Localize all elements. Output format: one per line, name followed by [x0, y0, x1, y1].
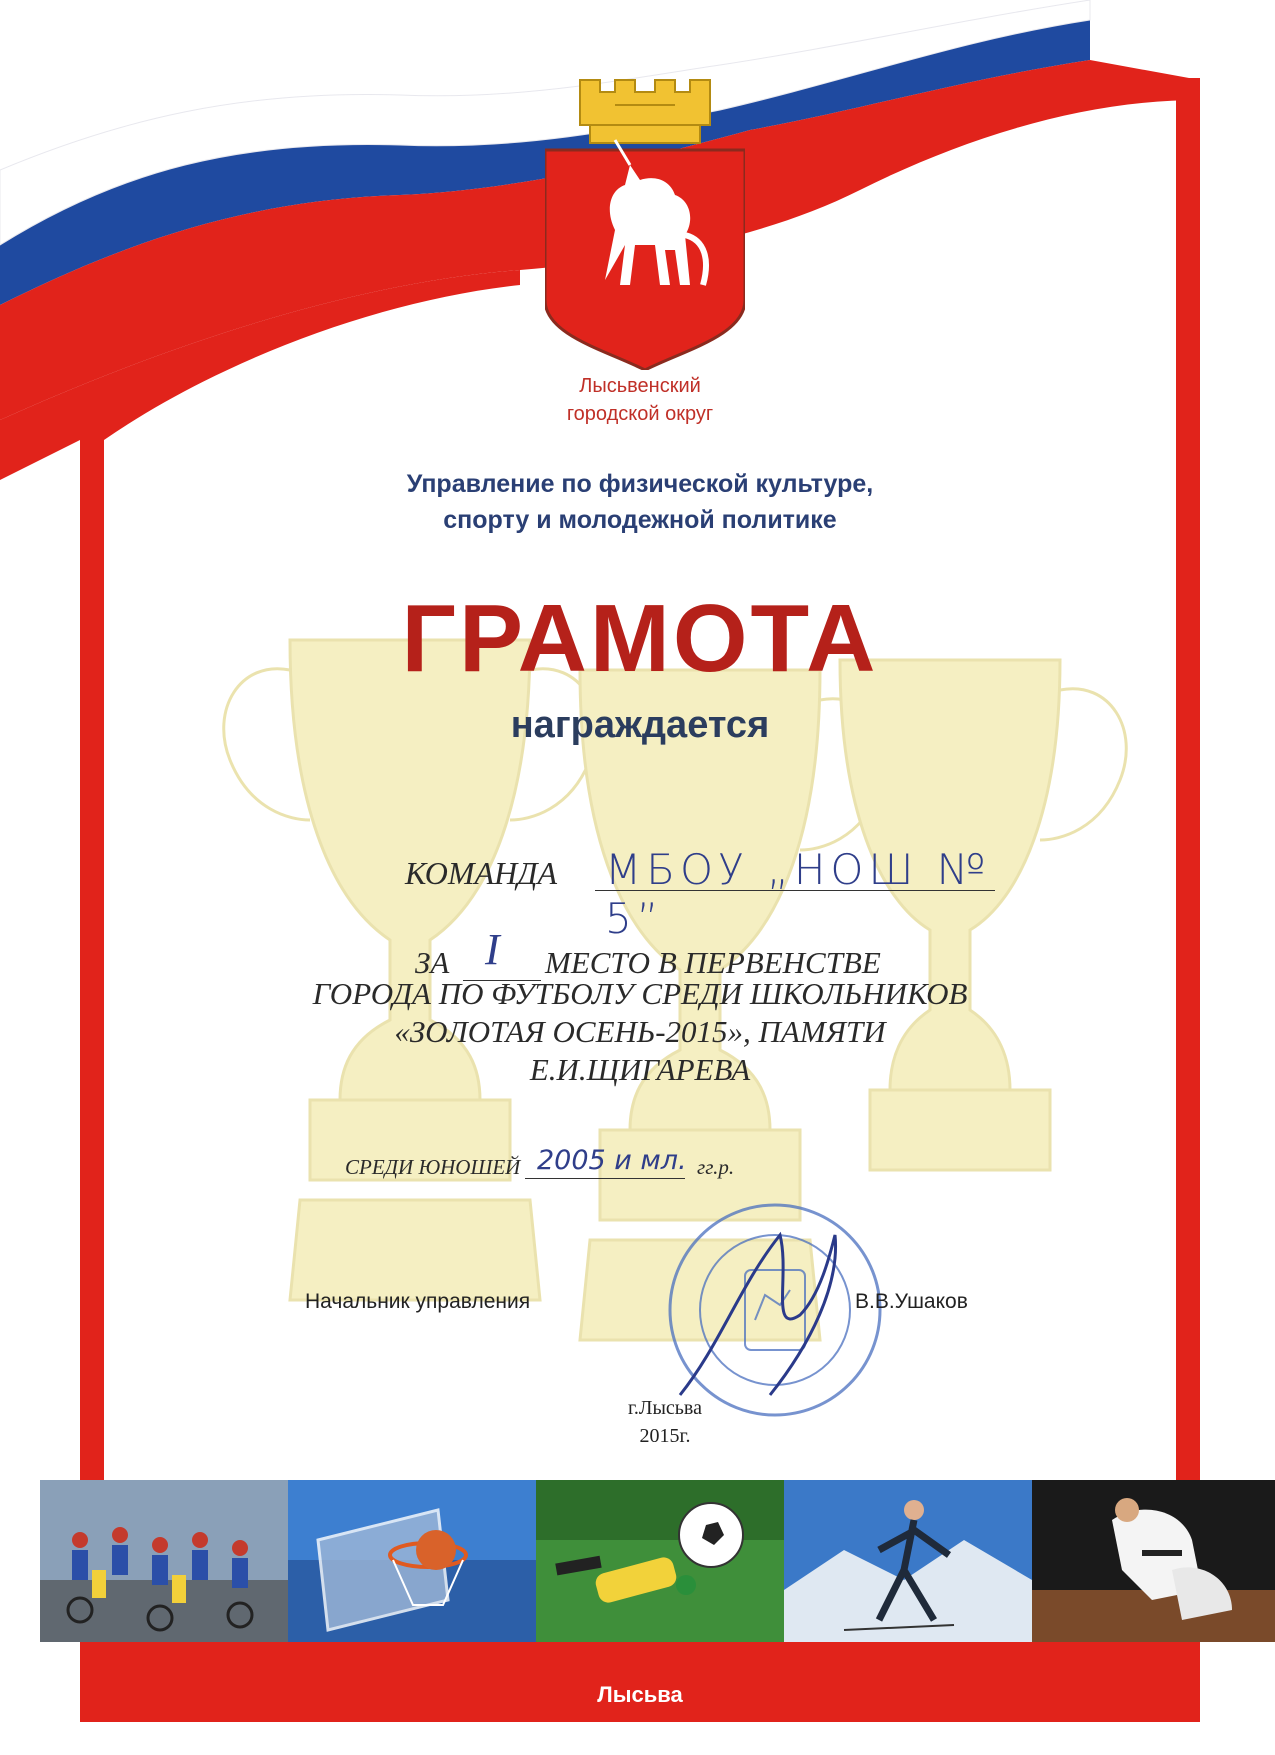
cycling-photo [40, 1480, 288, 1642]
org-line-2: спорту и молодежной политике [443, 506, 837, 534]
team-row [405, 845, 1025, 943]
age-value-handwritten: 2005 и мл. [537, 1145, 687, 1176]
place-value-handwritten: I [485, 925, 500, 974]
issue-city: г.Лысьва [627, 1397, 702, 1419]
district-line-1: Лысьвенский [579, 375, 701, 397]
award-description [240, 975, 1040, 1089]
organization-name [300, 466, 980, 538]
team-label: КОМАНДА [405, 855, 558, 891]
signature-name: В.В.Ушаков [855, 1290, 968, 1313]
coat-of-arms [545, 70, 745, 370]
district-line-2: городской округ [566, 403, 714, 425]
team-value-handwritten: МБОУ „НОШ № 5” [605, 845, 991, 943]
signature-position: Начальник управления [305, 1290, 531, 1313]
certificate-subtitle: награждается [510, 704, 770, 746]
red-frame-left [80, 420, 104, 1480]
judo-photo [1032, 1480, 1275, 1642]
skiing-photo [784, 1480, 1032, 1642]
place-row [415, 925, 935, 980]
age-suffix: гг.р. [697, 1155, 735, 1179]
age-row [345, 1145, 785, 1185]
district-name [490, 372, 790, 428]
issue-year: 2015г. [639, 1425, 691, 1447]
award-line: Е.И.ЩИГАРЕВА [529, 1052, 751, 1087]
place-label-before: ЗА [415, 945, 450, 980]
basketball-photo [288, 1480, 536, 1642]
red-frame-right [1176, 78, 1200, 1483]
footer-city: Лысьва [597, 1682, 683, 1707]
sports-photo-strip [40, 1480, 1275, 1642]
football-photo [536, 1480, 784, 1642]
certificate-title: ГРАМОТА [401, 585, 879, 692]
award-line: ГОРОДА ПО ФУТБОЛУ СРЕДИ ШКОЛЬНИКОВ [312, 976, 968, 1011]
award-line: «ЗОЛОТАЯ ОСЕНЬ-2015», ПАМЯТИ [394, 1014, 886, 1049]
age-underline [525, 1178, 685, 1179]
age-label: СРЕДИ ЮНОШЕЙ [345, 1155, 521, 1179]
place-label-after: МЕСТО В ПЕРВЕНСТВЕ [545, 945, 881, 980]
org-line-1: Управление по физической культуре, [406, 470, 874, 498]
